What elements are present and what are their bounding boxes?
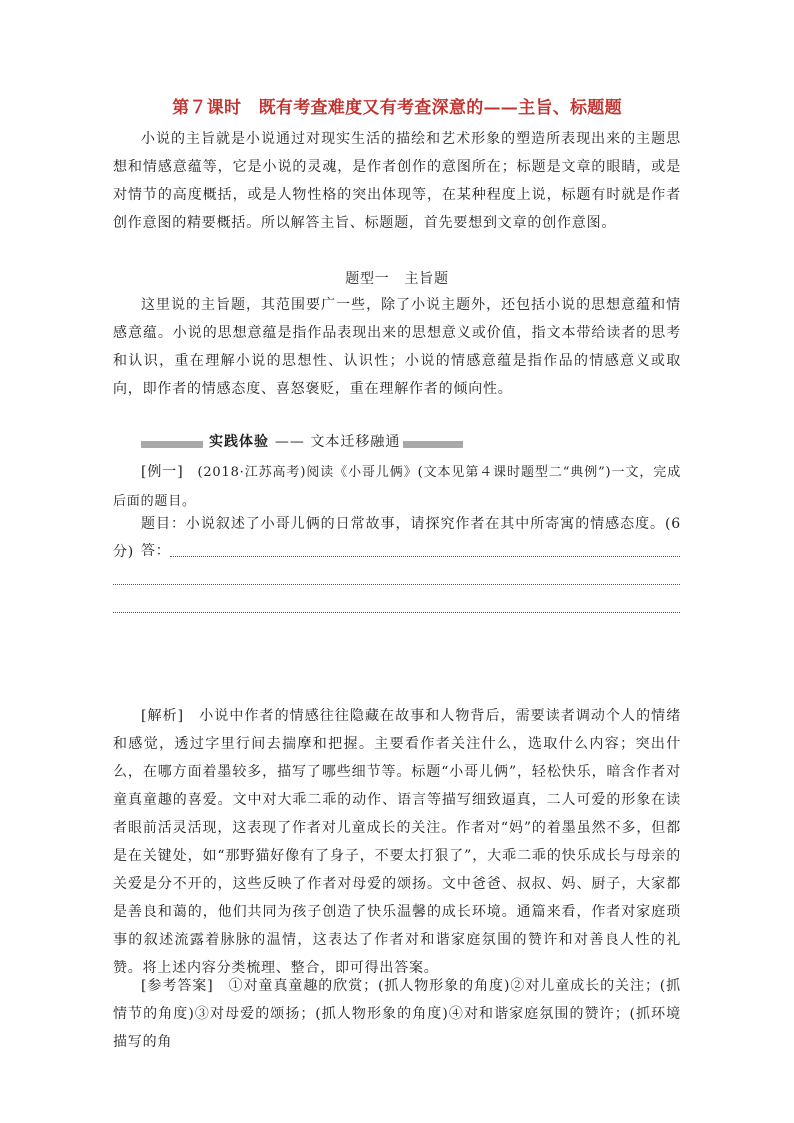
banner-left-bar <box>141 441 203 448</box>
example-text: (2018·江苏高考)阅读《小哥儿俩》(文本见第４课时题型二“典例”)一文，完成后面的题目。 <box>113 465 681 509</box>
section-heading-type-one: 题型一 主旨题 <box>345 271 449 287</box>
banner-label <box>209 432 400 452</box>
answer-line-2[interactable] <box>113 584 680 585</box>
type-one-paragraph: 这里说的主旨题，其范围要广一些，除了小说主题外，还包括小说的思想意蕴和情感意蕴。小说的思想意蕴是指作品表现出来的思想意义或价值，指文本带给读者的思考和认识，重在理解小说的思想性、认识性；小说的情感意蕴是指作品的情感意义或取向，即作者的情感态度、喜怒褒贬，重在理解作者的倾向性。 <box>113 297 681 397</box>
analysis-tag: [解析] <box>141 708 184 724</box>
answer-line-3[interactable] <box>113 612 680 613</box>
banner-right-bar <box>403 441 463 448</box>
banner-main-text: 实践体验 <box>209 434 269 450</box>
example-one <box>113 458 681 516</box>
example-question: 题目：小说叙述了小哥儿俩的日常故事，请探究作者在其中所寄寓的情感态度。(6分) <box>113 516 681 560</box>
reference-answer-tag: [参考答案] <box>141 978 214 994</box>
reference-answer <box>113 972 681 1056</box>
banner-sub-text: —— 文本迁移融通 <box>274 434 401 450</box>
lesson-title: 第７课时 既有考查难度又有考查深意的——主旨、标题题 <box>172 98 622 118</box>
analysis-text: 小说中作者的情感往往隐藏在故事和人物背后，需要读者调动个人的情绪和感觉，透过字里行间去揣摩和把握。主要看作者关注什么，选取什么内容；突出什么，在哪方面着墨较多，描写了哪些细节等。标题“小哥儿俩”，轻松快乐，暗含作者对童真童趣的喜爱。文中对大乖二乖的动作、语言等描写细致逼真，二人可爱的形象在读者眼前活灵活现，这表现了作者对儿童成长的关注。作者对“妈”的着墨虽然不多，但都是在关键处，如“那野猫好像有了身子，不要太打狠了”，大乖二乖的快乐成长与母亲的关爱是分不开的，这些反映了作者对母爱的颂扬。文中爸爸、叔叔、妈、厨子，大家都是善良和蔼的，他们共同为孩子创造了快乐温馨的成长环境。通篇来看，作者对家庭琐事的叙述流露着脉脉的温情，这表达了作者对和谐家庭氛围的赞许和对善良人性的礼赞。将上述内容分类梳理、整合，即可得出答案。 <box>113 708 681 976</box>
reference-answer-text: ①对童真童趣的欣赏；(抓人物形象的角度)②对儿童成长的关注；(抓情节的角度)③对母爱的颂扬；(抓人物形象的角度)④对和谐家庭氛围的赞许；(抓环境描写的角 <box>113 978 681 1050</box>
practice-banner <box>141 432 471 454</box>
answer-label: 答： <box>141 543 171 559</box>
analysis-paragraph <box>113 702 681 982</box>
answer-line-1[interactable] <box>170 556 680 557</box>
intro-paragraph: 小说的主旨就是小说通过对现实生活的描绘和艺术形象的塑造所表现出来的主题思想和情感意蕴等，它是小说的灵魂，是作者创作的意图所在；标题是文章的眼睛，或是对情节的高度概括，或是人物性格的突出体现等，在某种程度上说，标题有时就是作者创作意图的精要概括。所以解答主旨、标题题，首先要想到文章的创作意图。 <box>113 131 681 231</box>
example-tag: [例一] <box>141 464 184 480</box>
